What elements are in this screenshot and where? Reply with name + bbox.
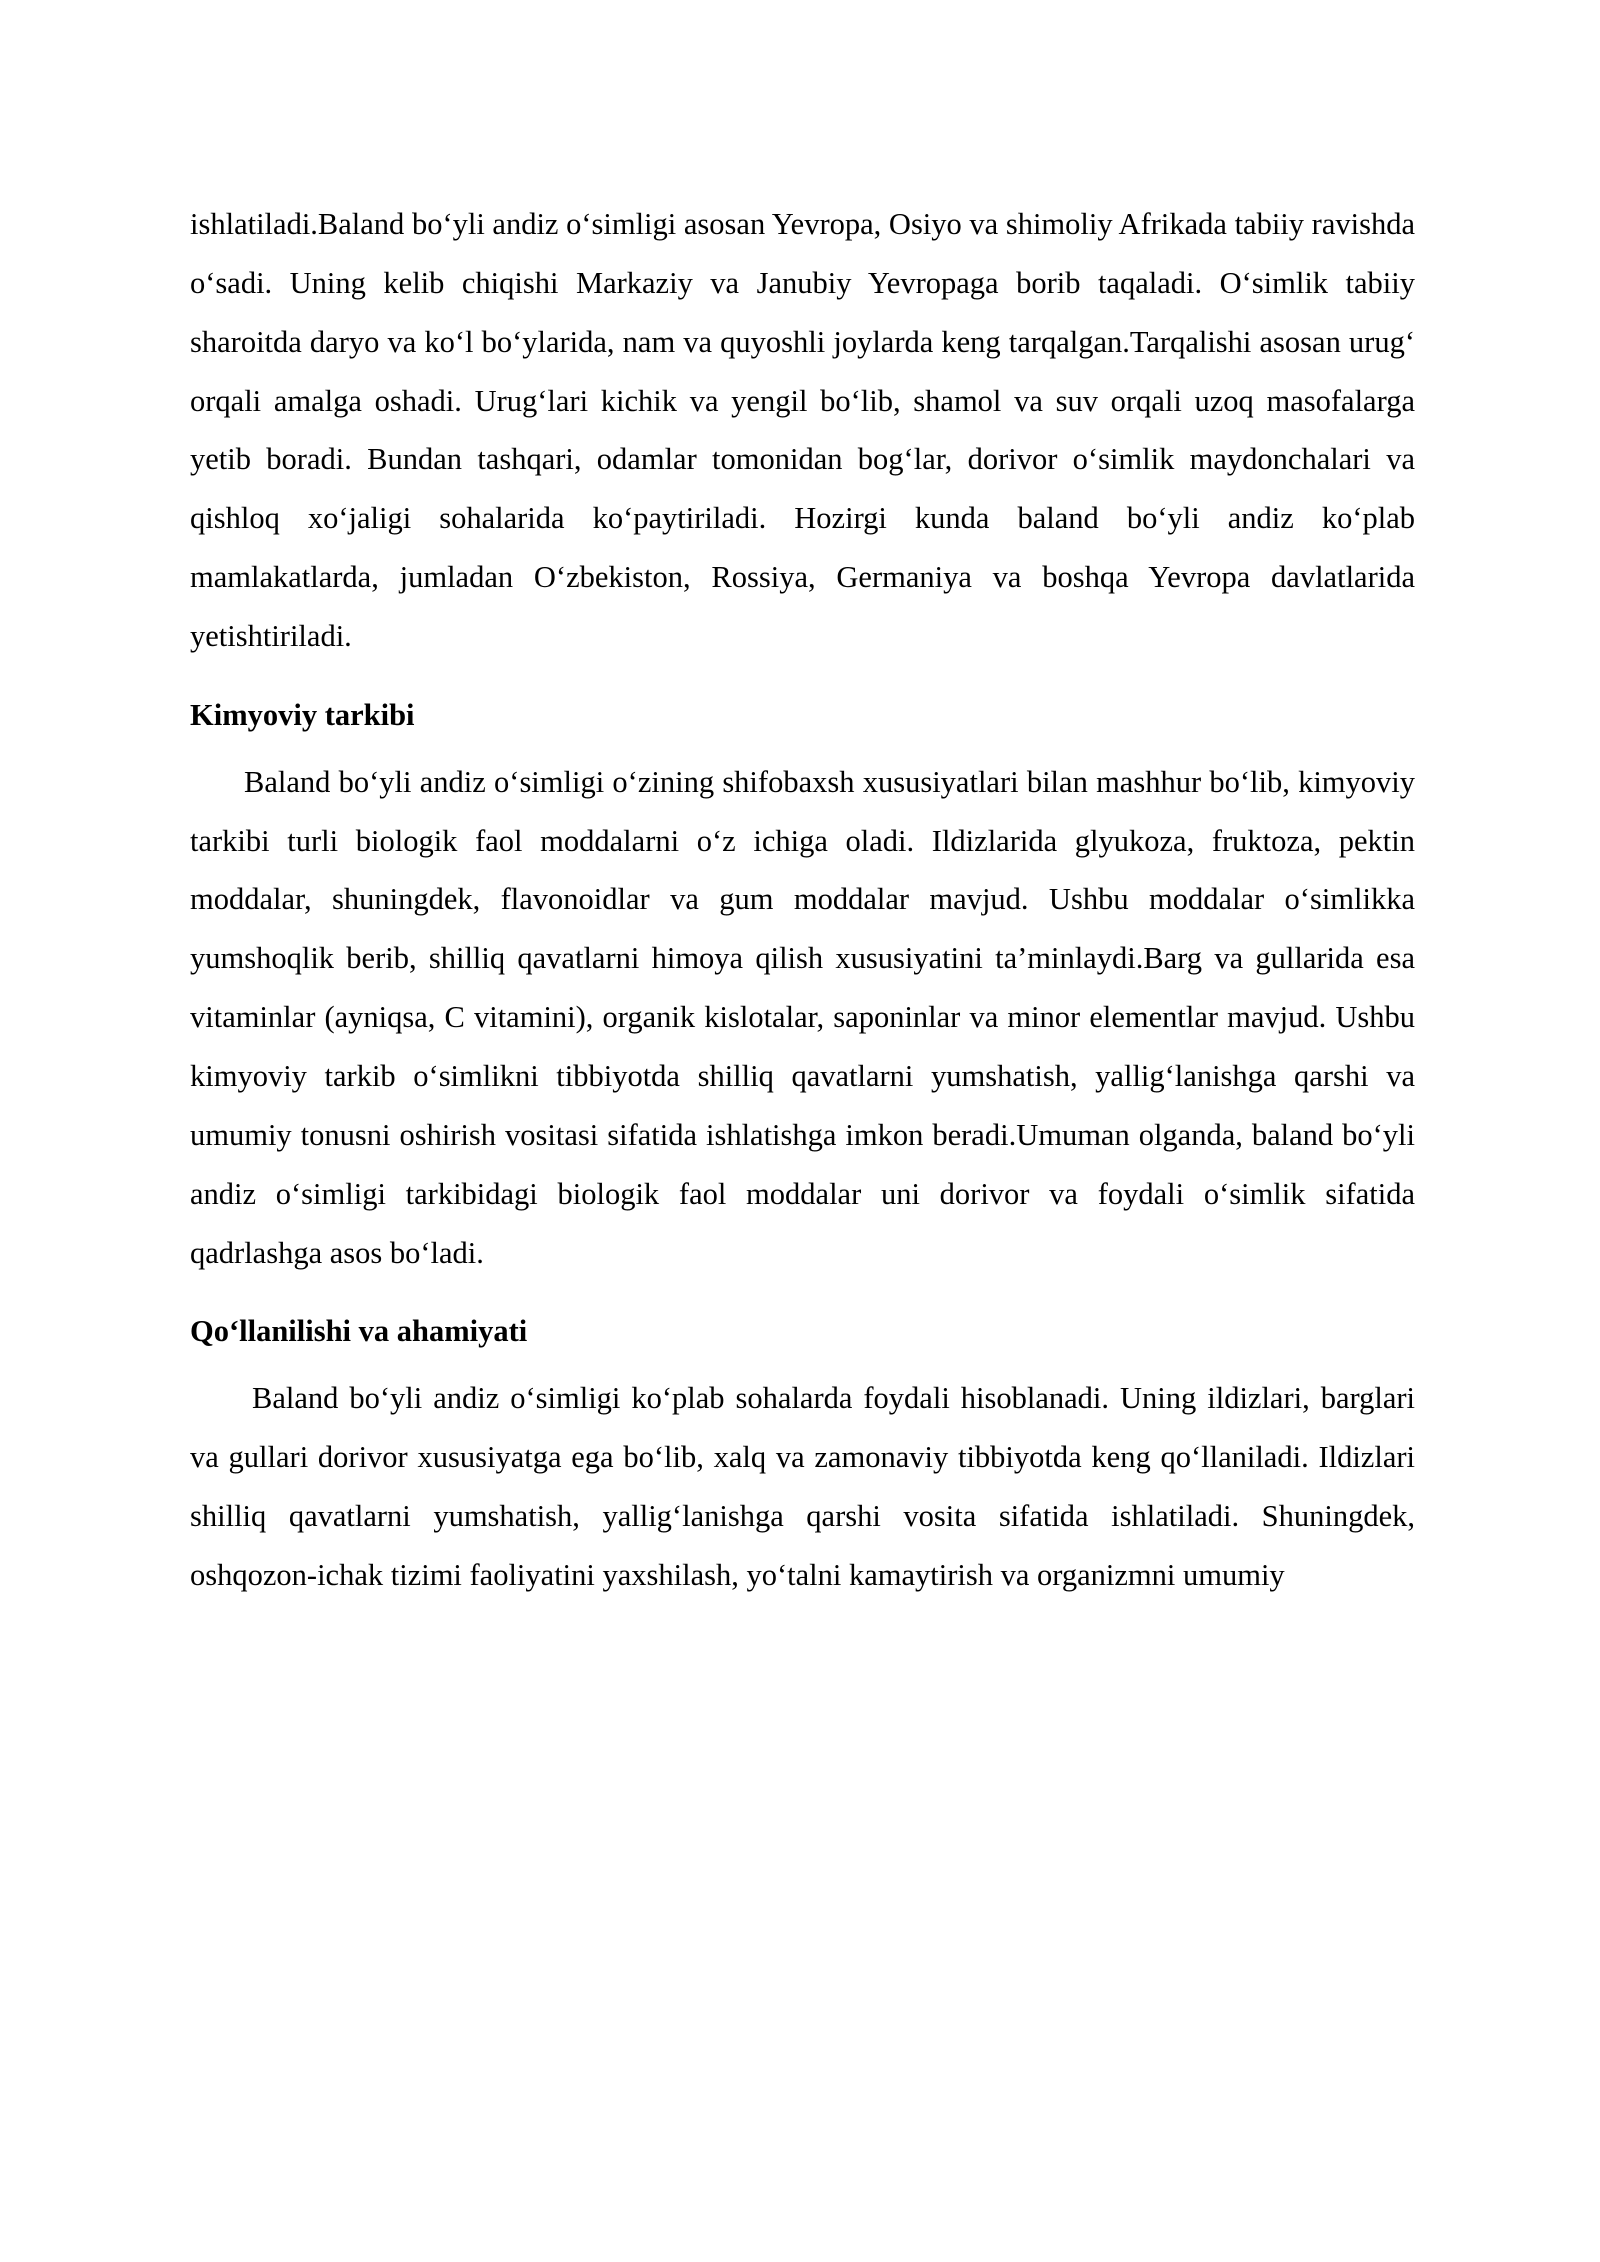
body-paragraph-distribution: ishlatiladi.Baland bo‘yli andiz o‘simligi asosan Yevropa, Osiyo va shimoliy Afrikada tabiiy ravishda o‘sadi. Uning kelib chiqishi Markaziy va Janubiy Yevropaga borib taqaladi. O‘simlik tabiiy sharoitda daryo va ko‘l bo‘ylarida, nam va quyoshli joylarda keng tarqalgan.Tarqalishi asosan urug‘ orqali amalga oshadi. Urug‘lari kichik va yengil bo‘lib, shamol va suv orqali uzoq masofalarga yetib boradi. Bundan tashqari, odamlar tomonidan bog‘lar, dorivor o‘simlik maydonchalari va qishloq xo‘jaligi sohalarida ko‘paytiriladi. Hozirgi kunda baland bo‘yli andiz ko‘plab mamlakatlarda, jumladan O‘zbekiston, Rossiya, Germaniya va boshqa Yevropa davlatlarida yetishtiriladi.: [190, 207, 1415, 654]
body-paragraph-usage-importance: Baland bo‘yli andiz o‘simligi ko‘plab sohalarda foydali hisoblanadi. Uning ildizlari, barglari va gullari dorivor xususiyatga ega bo‘lib, xalq va zamonaviy tibbiyotda keng qo‘llaniladi. Ildizlari shilliq qavatlarni yumshatish, yallig‘lanishga qarshi vosita sifatida ishlatiladi. Shuningdek, oshqozon-ichak tizimi faoliyatini yaxshilash, yo‘talni kamaytirish va organizmni umumiy: [190, 1381, 1415, 1592]
section-heading-usage-importance: Qo‘llanilishi va ahamiyati: [190, 1314, 528, 1349]
body-paragraph-chemical-composition: Baland bo‘yli andiz o‘simligi o‘zining shifobaxsh xususiyatlari bilan mashhur bo‘lib, kimyoviy tarkibi turli biologik faol moddalarni o‘z ichiga oladi. Ildizlarida glyukoza, fruktoza, pektin moddalar, shuningdek, flavonoidlar va gum moddalar mavjud. Ushbu moddalar o‘simlikka yumshoqlik berib, shilliq qavatlarni himoya qilish xususiyatini ta’minlaydi.Barg va gullarida esa vitaminlar (ayniqsa, C vitamini), organik kislotalar, saponinlar va minor elementlar mavjud. Ushbu kimyoviy tarkib o‘simlikni tibbiyotda shilliq qavatlarni yumshatish, yallig‘lanishga qarshi va umumiy tonusni oshirish vositasi sifatida ishlatishga imkon beradi.Umuman olganda, baland bo‘yli andiz o‘simligi tarkibidagi biologik faol moddalar uni dorivor va foydali o‘simlik sifatida qadrlashga asos bo‘ladi.: [190, 764, 1415, 1270]
section-heading-chemical-composition: Kimyoviy tarkibi: [190, 697, 415, 732]
document-body: [190, 195, 1415, 1605]
